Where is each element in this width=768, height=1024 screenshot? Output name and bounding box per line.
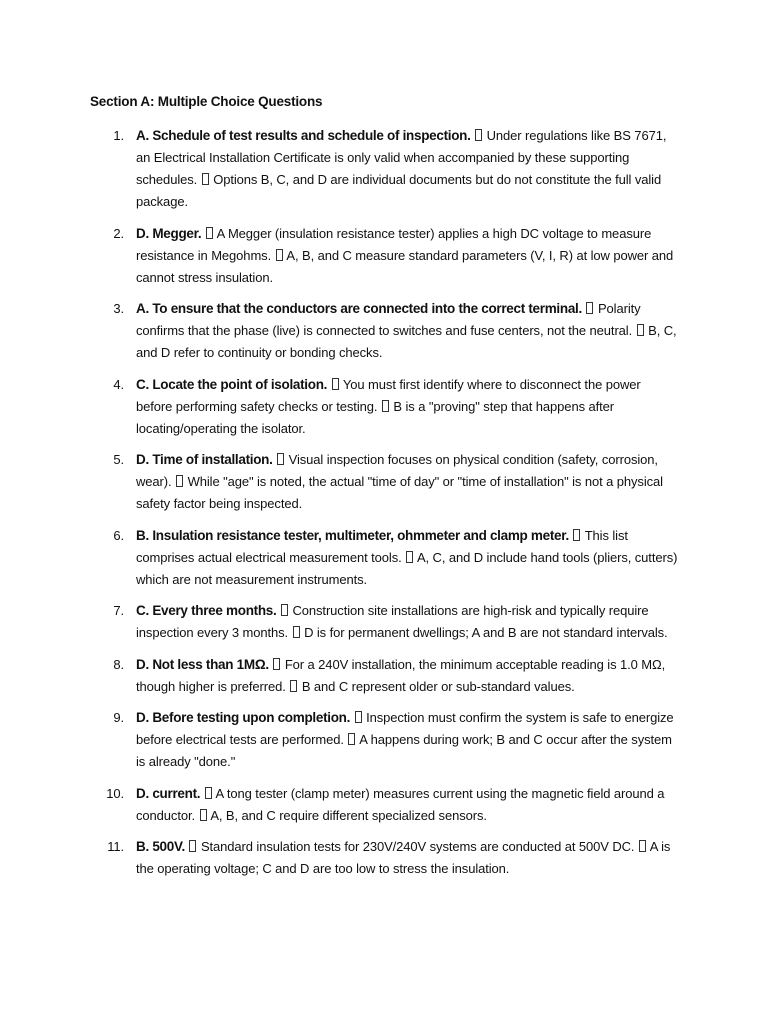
missing-glyph-icon [206, 227, 213, 239]
correct-answer: D. Before testing upon completion. [136, 710, 351, 725]
explanation-incorrect: B is a "proving" step that happens after locating/operating the isolator. [136, 398, 614, 436]
explanation-incorrect: A, B, and C measure standard parameters (V, I, R) at low power and cannot stress insulation. [136, 247, 674, 285]
missing-glyph-icon [200, 809, 207, 821]
missing-glyph-icon [348, 733, 355, 745]
missing-glyph-icon [475, 129, 482, 141]
missing-glyph-icon [202, 173, 209, 185]
correct-answer: A. Schedule of test results and schedule of inspection. [136, 128, 471, 143]
explanation-incorrect: A happens during work; B and C occur after the system is already "done." [136, 732, 672, 769]
explanation-incorrect: A, C, and D include hand tools (pliers, cutters) which are not measurement instruments. [136, 549, 678, 587]
explanation-correct: A tong tester (clamp meter) measures current using the magnetic field around a conductor. [136, 785, 665, 823]
answer-item [90, 525, 680, 591]
missing-glyph-icon [293, 626, 300, 638]
item-number: 8. [113, 656, 124, 672]
answer-item [90, 449, 680, 515]
document-page [90, 92, 680, 890]
answer-item [90, 783, 680, 827]
explanation-correct: For a 240V installation, the minimum acceptable reading is 1.0 MΩ, though higher is preferred. [136, 656, 666, 694]
missing-glyph-icon [639, 840, 646, 852]
missing-glyph-icon [176, 475, 183, 487]
missing-glyph-icon [281, 604, 288, 616]
answer-item [90, 654, 680, 698]
explanation-correct: Standard insulation tests for 230V/240V systems are conducted at 500V DC. [200, 839, 635, 854]
explanation-incorrect: B, C, and D refer to continuity or bonding checks. [136, 323, 677, 360]
item-number: 2. [113, 225, 124, 241]
explanation-correct: Under regulations like BS 7671, an Electrical Installation Certificate is only valid when accompanied by these supporting schedules. [136, 128, 667, 187]
missing-glyph-icon [355, 711, 362, 723]
missing-glyph-icon [586, 302, 593, 314]
missing-glyph-icon [276, 249, 283, 261]
explanation-correct: You must first identify where to disconnect the power before performing safety checks or testing. [136, 376, 641, 414]
explanation-correct: Inspection must confirm the system is safe to energize before electrical tests are performed. [136, 710, 674, 747]
item-number: 4. [113, 376, 124, 392]
correct-answer: D. current. [136, 785, 201, 801]
answer-item [90, 600, 680, 644]
missing-glyph-icon [637, 324, 644, 336]
explanation-incorrect: D is for permanent dwellings; A and B are not standard intervals. [304, 625, 668, 640]
answer-list [90, 125, 680, 880]
explanation-incorrect: While "age" is noted, the actual "time of day" or "time of installation" is not a physical safety factor being inspected. [136, 474, 663, 511]
explanation-incorrect: A, B, and C require different specialized sensors. [210, 807, 487, 823]
missing-glyph-icon [573, 529, 580, 541]
missing-glyph-icon [382, 400, 389, 412]
correct-answer: B. Insulation resistance tester, multimeter, ohmmeter and clamp meter. [136, 527, 569, 543]
explanation-incorrect: A is the operating voltage; C and D are too low to stress the insulation. [136, 839, 671, 876]
explanation-correct: Visual inspection focuses on physical condition (safety, corrosion, wear). [136, 452, 658, 489]
explanation-correct: Construction site installations are high-risk and typically require inspection every 3 months. [136, 603, 649, 640]
correct-answer: C. Every three months. [136, 603, 277, 618]
item-number: 7. [113, 603, 124, 618]
answer-item [90, 836, 680, 880]
correct-answer: C. Locate the point of isolation. [136, 376, 328, 392]
section-title: Section A: Multiple Choice Questions [90, 94, 323, 109]
explanation-incorrect: B and C represent older or sub-standard values. [301, 678, 575, 694]
item-number: 5. [113, 452, 124, 467]
explanation-correct: This list comprises actual electrical measurement tools. [136, 527, 628, 565]
missing-glyph-icon [332, 378, 339, 390]
missing-glyph-icon [205, 787, 212, 799]
correct-answer: B. 500V. [136, 839, 185, 854]
explanation-incorrect: Options B, C, and D are individual documents but do not constitute the full valid package. [136, 172, 662, 209]
correct-answer: D. Not less than 1MΩ. [136, 656, 269, 672]
missing-glyph-icon [406, 551, 413, 563]
correct-answer: A. To ensure that the conductors are connected into the correct terminal. [136, 301, 582, 316]
answer-item [90, 298, 680, 364]
explanation-correct: Polarity confirms that the phase (live) is connected to switches and fuse centers, not the neutral. [136, 301, 641, 338]
correct-answer: D. Megger. [136, 225, 202, 241]
missing-glyph-icon [290, 680, 297, 692]
item-number: 1. [113, 128, 124, 143]
answer-item [90, 707, 680, 773]
item-number: 3. [113, 301, 124, 316]
correct-answer: D. Time of installation. [136, 452, 273, 467]
answer-item [90, 125, 680, 213]
answer-item [90, 223, 680, 289]
missing-glyph-icon [273, 658, 280, 670]
missing-glyph-icon [277, 453, 284, 465]
item-number: 9. [113, 710, 124, 725]
item-number: 10. [106, 785, 124, 801]
missing-glyph-icon [189, 840, 196, 852]
item-number: 6. [113, 527, 124, 543]
explanation-correct: A Megger (insulation resistance tester) applies a high DC voltage to measure resistance in Megohms. [136, 225, 652, 263]
answer-item [90, 374, 680, 440]
item-number: 11. [107, 839, 124, 854]
